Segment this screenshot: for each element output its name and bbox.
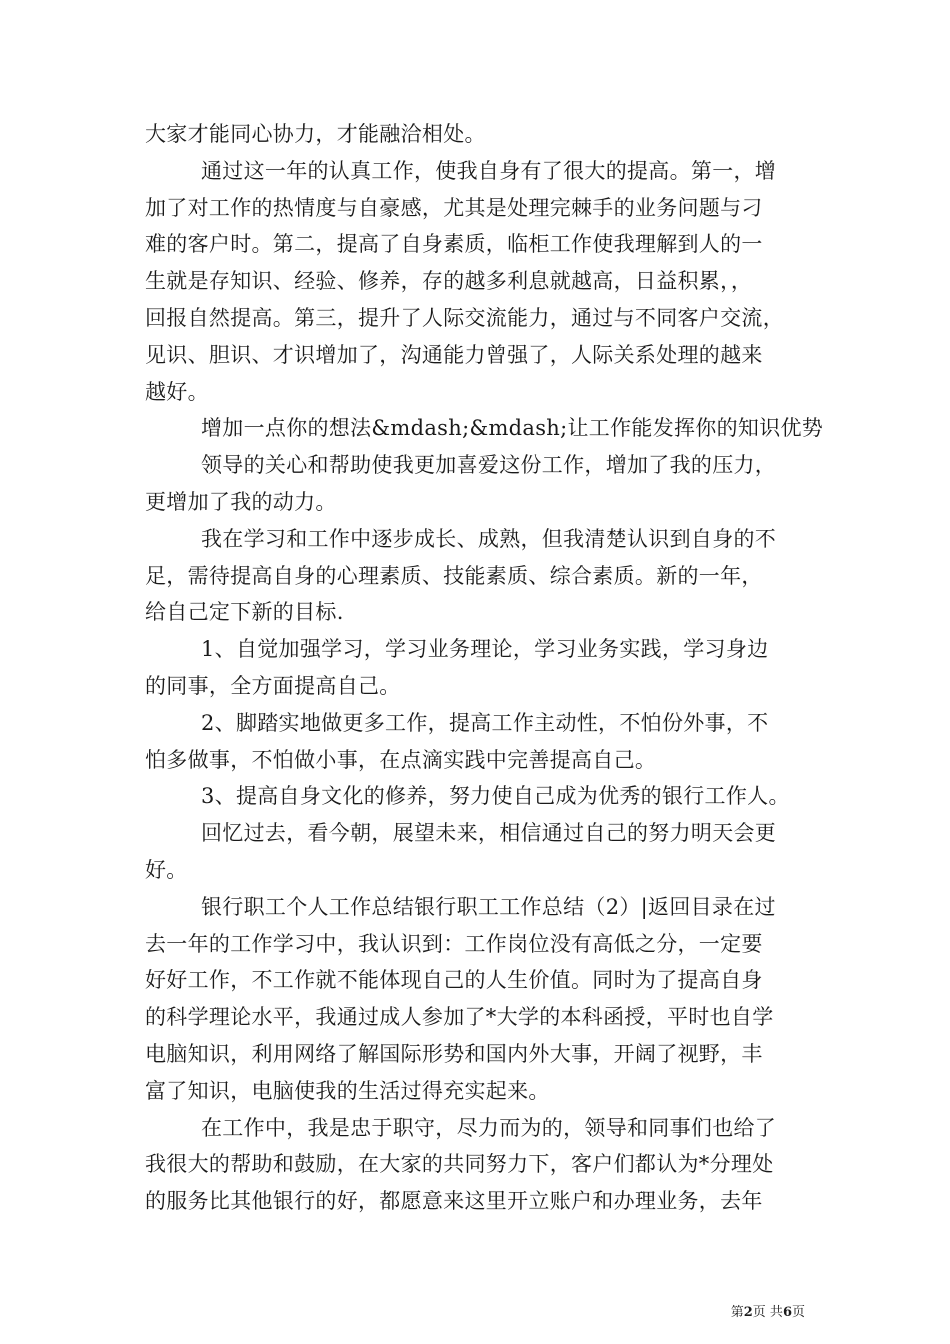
text-line: 生就是存知识、经验、修养，存的越多利息就越高，日益积累，，: [145, 269, 753, 294]
text-line: 越好。: [145, 379, 209, 404]
text-line: 怕多做事，不怕做小事，在点滴实践中完善提高自己。: [145, 747, 657, 772]
text-line: 3、提高自身文化的修养，努力使自己成为优秀的银行工作人。: [201, 784, 790, 809]
text-line: 我在学习和工作中逐步成长、成熟，但我清楚认识到自身的不: [201, 526, 777, 551]
text-line: 富了知识，电脑使我的生活过得充实起来。: [145, 1078, 550, 1103]
text-line: 的科学理论水平，我通过成人参加了*大学的本科函授，平时也自学: [145, 1005, 774, 1030]
text-line: 难的客户时。第二，提高了自身素质，临柜工作使我理解到人的一: [145, 232, 763, 257]
text-line: 回忆过去，看今朝，展望未来，相信通过自己的努力明天会更: [201, 821, 777, 846]
text-line: 见识、胆识、才识增加了，沟通能力曾强了，人际关系处理的越来: [145, 342, 763, 367]
footer-current-page: 2: [743, 1305, 753, 1320]
footer-suffix: 页: [791, 1305, 805, 1320]
footer-prefix: 第: [730, 1305, 744, 1320]
text-line: 的服务比其他银行的好，都愿意来这里开立账户和办理业务，去年: [145, 1189, 763, 1214]
text-line: 1、自觉加强学习，学习业务理论，学习业务实践，学习身边: [201, 637, 769, 662]
document-body: [145, 116, 824, 1220]
text-line: 给自己定下新的目标.: [145, 600, 344, 625]
text-line: 加了对工作的热情度与自豪感，尤其是处理完棘手的业务问题与刁: [145, 195, 763, 220]
text-line: 我很大的帮助和鼓励，在大家的共同努力下，客户们都认为*分理处: [145, 1152, 774, 1177]
text-line: 通过这一年的认真工作，使我自身有了很大的提高。第一，增: [201, 158, 777, 183]
text-line: 大家才能同心协力，才能融洽相处。: [145, 122, 486, 146]
footer-total-pages: 6: [782, 1305, 792, 1320]
text-line: 领导的关心和帮助使我更加喜爱这份工作，增加了我的压力，: [201, 453, 777, 478]
text-line: 电脑知识，利用网络了解国际形势和国内外大事，开阔了视野，丰: [145, 1041, 763, 1066]
page-footer: [731, 1301, 805, 1320]
text-line: 更增加了我的动力。: [145, 489, 337, 514]
text-line: 2、脚踏实地做更多工作，提高工作主动性，不怕份外事，不: [201, 710, 769, 735]
text-line: 在工作中，我是忠于职守，尽力而为的，领导和同事们也给了: [201, 1115, 777, 1140]
text-line: 去一年的工作学习中，我认识到：工作岗位没有高低之分，一定要: [145, 931, 763, 956]
text-line: 足，需待提高自身的心理素质、技能素质、综合素质。新的一年，: [145, 563, 763, 588]
text-line: 银行职工个人工作总结银行职工工作总结（2）|返回目录在过: [201, 894, 776, 919]
text-line: 的同事，全方面提高自己。: [145, 673, 401, 698]
text-line: 好。: [145, 857, 188, 882]
text-line: 回报自然提高。第三，提升了人际交流能力，通过与不同客户交流，: [145, 305, 784, 330]
footer-middle: 页 共: [752, 1305, 783, 1320]
text-line: 好好工作，不工作就不能体现自己的人生价值。同时为了提高自身: [145, 968, 763, 993]
text-line: 增加一点你的想法&mdash;&mdash;让工作能发挥你的知识优势: [201, 416, 824, 441]
